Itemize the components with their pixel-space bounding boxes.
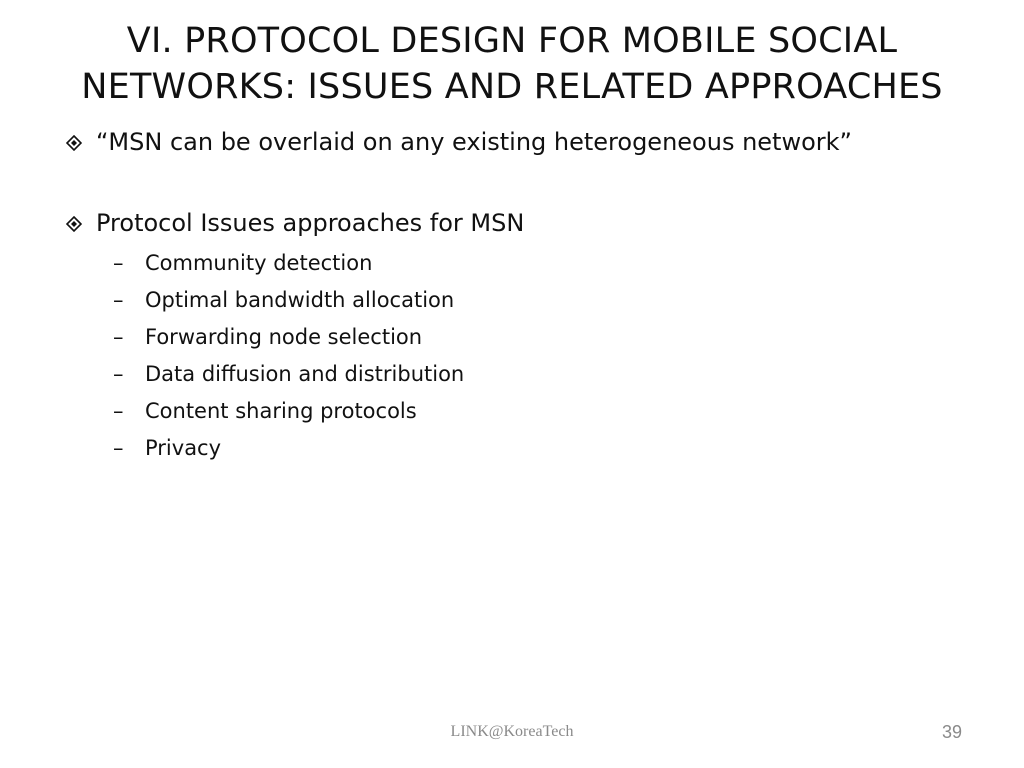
diamond-bullet-icon: [66, 135, 82, 151]
sub-bullet-text: Community detection: [145, 251, 373, 275]
footer-text: LINK@KoreaTech: [450, 723, 574, 740]
slide-title: [40, 18, 984, 110]
sub-bullet-text: Content sharing protocols: [145, 399, 417, 423]
page-number: 39: [941, 722, 962, 742]
sub-bullet-item: [113, 356, 464, 393]
diamond-bullet-icon: [66, 216, 82, 232]
dash-marker: –: [113, 362, 124, 386]
dash-marker: –: [113, 436, 124, 460]
bullet-item: [66, 207, 524, 239]
dash-marker: –: [113, 251, 124, 275]
sub-bullet-item: [113, 393, 464, 430]
dash-marker: –: [113, 399, 124, 423]
bullet-text: “MSN can be overlaid on any existing heterogeneous network”: [96, 128, 852, 156]
sub-bullet-item: [113, 282, 464, 319]
sub-bullet-item: [113, 430, 464, 467]
sub-bullet-text: Optimal bandwidth allocation: [145, 288, 455, 312]
bullet-text: Protocol Issues approaches for MSN: [96, 209, 525, 237]
dash-marker: –: [113, 288, 124, 312]
sub-bullet-item: [113, 319, 464, 356]
sub-bullet-text: Forwarding node selection: [145, 325, 423, 349]
bullet-item: [66, 126, 852, 158]
sub-bullet-text: Data diffusion and distribution: [145, 362, 465, 386]
title-line: NETWORKS: ISSUES AND RELATED APPROACHES: [81, 67, 943, 107]
dash-marker: –: [113, 325, 124, 349]
sub-bullet-text: Privacy: [145, 436, 222, 460]
sub-bullet-item: [113, 245, 464, 282]
sub-bullet-list: [113, 245, 464, 467]
title-line: VI. PROTOCOL DESIGN FOR MOBILE SOCIAL: [126, 21, 898, 61]
